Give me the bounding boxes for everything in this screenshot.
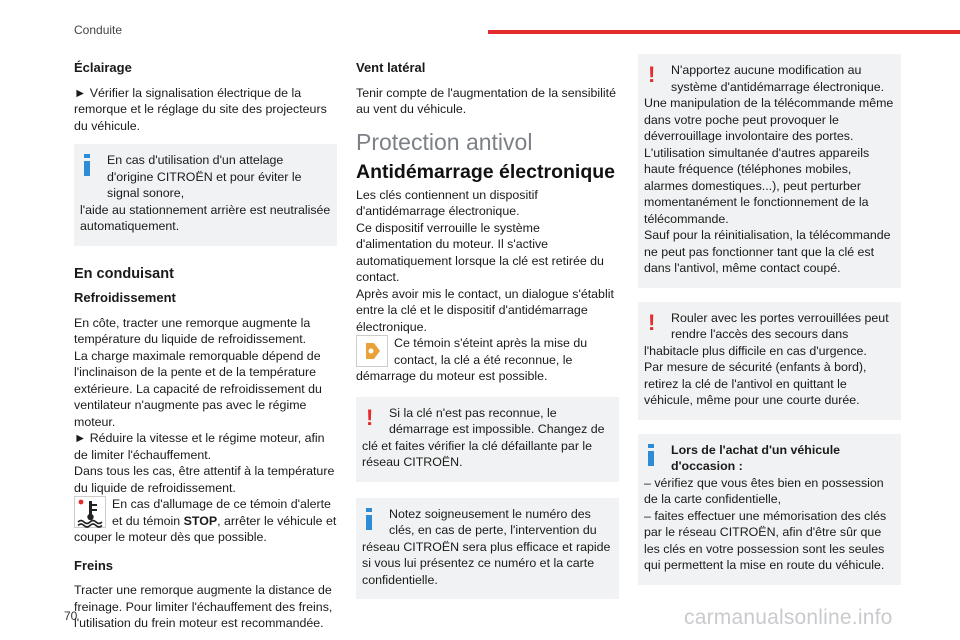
refroidissement-text-3: ► Réduire la vitesse et le régime moteur, afin de limiter l'échauffement. (74, 431, 325, 462)
info-box-item-1: – vérifiez que vous êtes bien en possession de la carte confidentielle, (644, 475, 884, 506)
warning-box-portes (638, 302, 901, 420)
header-accent-bar (488, 30, 960, 34)
protection-antivol-title: Protection antivol (356, 128, 533, 155)
warning-box-modification (638, 54, 901, 288)
warning-box-text-cont: clé et faites vérifier la clé défaillante par le réseau CITROËN. (362, 438, 593, 469)
info-box-text-cont: réseau CITROËN sera plus efficace et rapide si vous lui présentez ce numéro et la carte confidentielle. (362, 539, 611, 587)
warning-box-text: Si la clé n'est pas reconnue, le démarrage est impossible. Changez de (389, 405, 605, 436)
info-icon (366, 508, 372, 530)
info-box-text: En cas d'utilisation d'un attelage d'origine CITROËN et pour éviter le signal sonore, (107, 153, 302, 200)
info-box-title: Lors de l'achat d'un véhicule d'occasion : (671, 442, 841, 473)
freins-text: Tracter une remorque augmente la distance de freinage. Pour limiter l'échauffement des freins, l'utilisation du frein moteur est recommandée. (74, 583, 333, 630)
key-lamp-paragraph (356, 335, 619, 385)
eclairage-text: ► Vérifier la signalisation électrique de la remorque et le réglage du site des projecteurs du véhicule. (74, 85, 327, 133)
refroidissement-text-4: Dans tous les cas, être attentif à la température du liquide de refroidissement. (74, 464, 335, 495)
warning-icon: ! (648, 309, 656, 335)
freins-heading: Freins (74, 557, 114, 573)
coolant-temperature-warning-icon (74, 496, 106, 528)
antidemarrage-text-1: Les clés contiennent un dispositif d'antidémarrage électronique. (356, 187, 538, 218)
info-icon (648, 444, 654, 466)
info-box-text-cont: l'aide au stationnement arrière est neutralisée automatiquement. (80, 202, 331, 233)
key-warning-icon (356, 335, 388, 367)
refroidissement-heading: Refroidissement (74, 290, 176, 305)
column-1 (74, 56, 337, 632)
vent-lateral-text: Tenir compte de l'augmentation de la sensibilité au vent du véhicule. (356, 85, 616, 116)
warning-box-text-2: Une manipulation de la télécommande même dans votre poche peut provoquer le déverrouillage involontaire des portes. (644, 96, 894, 143)
antidemarrage-title: Antidémarrage électronique (356, 161, 615, 183)
warning-box-text-3: L'utilisation simultanée d'autres appareils haute fréquence (téléphones mobiles, alarmes domestiques...), peut perturber momentanément le fonctionnement de la télécommande. (644, 145, 870, 226)
warning-icon: ! (648, 62, 656, 87)
watermark: carmanualsonline.info (684, 606, 893, 629)
key-lamp-text: Ce témoin s'éteint après la mise du contact, la clé a été reconnue, le démarrage du moteur est possible. (356, 336, 588, 383)
antidemarrage-text-3: Après avoir mis le contact, un dialogue s'établit entre la clé et le dispositif d'antidémarrage électronique. (356, 286, 614, 334)
warning-box-cle (356, 397, 619, 482)
info-box-attelage (74, 144, 337, 246)
warning-box-text-1: N'apportez aucune modification au système d'antidémarrage électronique. (671, 63, 885, 94)
section-header: Conduite (74, 23, 123, 37)
info-box-item-2: – faites effectuer une mémorisation des clés par le réseau CITROËN, afin d'être sûr que les clés en votre possession sont les seules qui permettent la mise en route du véhicule. (644, 508, 887, 572)
info-box-text: Notez soigneusement le numéro des clés, en cas de perte, l'intervention du (389, 506, 597, 537)
warning-box-text-3: Par mesure de sécurité (enfants à bord), retirez la clé de l'antivol en quittant le véhicule, même pour une courte durée. (644, 360, 867, 407)
eclairage-heading: Éclairage (74, 60, 132, 75)
refroidissement-text-1: En côte, tracter une remorque augmente la température du liquide de refroidissement. (74, 315, 311, 346)
antidemarrage-text-2: Ce dispositif verrouille le système d'alimentation du moteur. Il s'active automatiquement lorsque la clé est retirée du contact. (356, 220, 604, 284)
refroidissement-text-2: La charge maximale remorquable dépend de l'inclinaison de la pente et de la température extérieure. La capacité de refroidissement du ventilateur n'augmente pas avec le régime moteur. (74, 348, 322, 429)
stop-label: STOP (183, 513, 218, 528)
warning-icon: ! (366, 404, 374, 430)
warning-box-text-2: l'habitacle plus difficile en cas d'urgence. (644, 343, 867, 358)
info-icon (84, 154, 90, 176)
coolant-warning-paragraph (74, 496, 337, 546)
column-3 (638, 56, 901, 585)
en-conduisant-heading: En conduisant (74, 265, 174, 282)
info-box-numero-cles (356, 498, 619, 600)
warning-box-text-1: Rouler avec les portes verrouillées peut rendre l'accès des secours dans (671, 310, 889, 341)
coolant-warning-text-b: , arrêter le véhicule et couper le moteur dès que possible. (74, 513, 337, 544)
coolant-warning-text-a: En cas d'allumage de ce témoin d'alerte et du témoin (112, 497, 331, 528)
page-number: 70 (64, 609, 78, 623)
info-box-occasion (638, 434, 901, 585)
vent-lateral-heading: Vent latéral (356, 60, 426, 75)
warning-box-text-4: Sauf pour la réinitialisation, la télécommande ne peut pas fonctionner tant que la clé est dans l'antivol, même contact coupé. (644, 228, 891, 275)
column-2 (356, 56, 619, 599)
